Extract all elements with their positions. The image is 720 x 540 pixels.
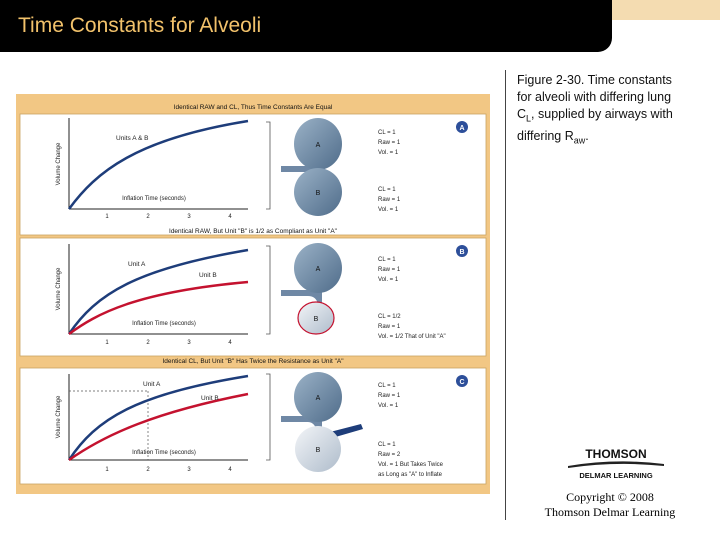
- panel-a-unit-b-line-3: Vol. = 1: [378, 207, 399, 213]
- panel-c-ylabel: Volume Change: [56, 395, 62, 439]
- copyright-line-1: Copyright © 2008: [566, 490, 654, 504]
- panel-a-unit-a-label: A: [315, 142, 321, 149]
- panel-c-xlabel: Inflation Time (seconds): [132, 450, 196, 456]
- caption-raw: differing R: [517, 128, 574, 143]
- panel-a-unit-a-line-1: CL = 1: [378, 130, 396, 136]
- caption-line-1: Figure 2-30. Time constants: [517, 73, 672, 87]
- panel-a-unit-b-label: B: [315, 190, 321, 197]
- panel-c: [20, 358, 486, 484]
- panel-c-unit-a-line-1: CL = 1: [378, 383, 396, 389]
- panel-c-curve-label-a: Unit A: [143, 381, 161, 388]
- caption-line-3: , supplied by airways with: [531, 107, 673, 121]
- panel-b-unit-a-line-2: Raw = 1: [378, 267, 401, 273]
- logo-sub: DELMAR LEARNING: [579, 471, 653, 480]
- divider-line: [505, 70, 506, 520]
- panel-a-tick-4: 4: [228, 214, 232, 220]
- panel-b-tick-2: 2: [146, 340, 150, 346]
- panel-a-xlabel: Inflation Time (seconds): [122, 196, 186, 202]
- panel-a-unit-a-line-3: Vol. = 1: [378, 150, 399, 156]
- panel-c-unit-b-line-1: CL = 1: [378, 442, 396, 448]
- panel-c-title: Identical CL, But Unit "B" Has Twice the Resistance as Unit "A": [162, 358, 344, 365]
- panel-c-unit-b-line-2: Raw = 2: [378, 452, 401, 458]
- panel-a-unit-b-line-2: Raw = 1: [378, 197, 401, 203]
- caption-cl: C: [517, 107, 527, 121]
- panel-b-unit-a-line-3: Vol. = 1: [378, 277, 399, 283]
- copyright-line-2: Thomson Delmar Learning: [544, 505, 676, 519]
- panel-b-unit-b-line-1: CL = 1/2: [378, 314, 401, 320]
- panel-a-ylabel: Volume Change: [56, 142, 62, 186]
- panel-a-unit-a-line-2: Raw = 1: [378, 140, 401, 146]
- panel-a-tick-2: 2: [146, 214, 150, 220]
- thomson-logo: [560, 444, 672, 482]
- panel-b-unit-b-line-3: Vol. = 1/2 That of Unit "A": [378, 334, 446, 340]
- panel-b-tick-4: 4: [228, 340, 232, 346]
- panel-c-badge-label: C: [459, 379, 465, 386]
- header-accent: [612, 0, 720, 20]
- panel-c-curve-label-b: Unit B: [201, 395, 219, 402]
- panel-b-unit-a-line-1: CL = 1: [378, 257, 396, 263]
- panel-c-unit-b-line-4: as Long as "A" to Inflate: [378, 472, 442, 478]
- panel-c-unit-a-label: A: [315, 395, 321, 402]
- panel-b-xlabel: Inflation Time (seconds): [132, 321, 196, 327]
- panel-a: [20, 104, 486, 235]
- panel-b-tick-3: 3: [187, 340, 191, 346]
- panel-a-tick-1: 1: [105, 214, 109, 220]
- panel-b: [20, 228, 486, 356]
- caption-raw-sub: aw: [573, 135, 586, 145]
- panel-b-curve-label-b: Unit B: [199, 272, 217, 279]
- title-bar: [0, 0, 612, 52]
- caption-line-2: for alveoli with differing lung: [517, 90, 672, 104]
- panel-a-unit-b-line-1: CL = 1: [378, 187, 396, 193]
- panel-c-unit-a-line-3: Vol. = 1: [378, 403, 399, 409]
- panel-c-unit-b-line-3: Vol. = 1 But Takes Twice: [378, 462, 443, 468]
- panel-c-tick-3: 3: [187, 467, 191, 473]
- panel-b-unit-b-line-2: Raw = 1: [378, 324, 401, 330]
- panel-a-curve-label: Units A & B: [116, 135, 149, 142]
- caption-period: .: [585, 128, 589, 143]
- panel-c-tick-2: 2: [146, 467, 150, 473]
- panel-b-title: Identical RAW, But Unit "B" is 1/2 as Compliant as Unit "A": [169, 228, 337, 235]
- copyright: [530, 490, 690, 520]
- panel-c-unit-a-line-2: Raw = 1: [378, 393, 401, 399]
- panel-c-tick-1: 1: [105, 467, 109, 473]
- panel-b-tick-1: 1: [105, 340, 109, 346]
- caption-cl-sub: L: [526, 113, 532, 124]
- logo-name: THOMSON: [585, 447, 647, 461]
- panel-b-unit-a-label: A: [315, 266, 321, 273]
- header-accent-gap: [612, 20, 720, 32]
- panel-b-curve-label-a: Unit A: [128, 261, 146, 268]
- panel-c-tick-4: 4: [228, 467, 232, 473]
- panel-a-badge-label: A: [459, 125, 465, 132]
- panel-a-title: Identical RAW and CL, Thus Time Constants Are Equal: [173, 104, 333, 111]
- figure-caption: [517, 72, 707, 149]
- panel-b-unit-b-label: B: [313, 316, 319, 323]
- panel-c-unit-b-label: B: [315, 447, 321, 454]
- panel-b-ylabel: Volume Change: [56, 267, 62, 311]
- panel-a-tick-3: 3: [187, 214, 191, 220]
- time-constants-figure: [16, 94, 490, 494]
- panel-b-badge-label: B: [459, 249, 465, 256]
- slide-title: Time Constants for Alveoli: [18, 14, 262, 37]
